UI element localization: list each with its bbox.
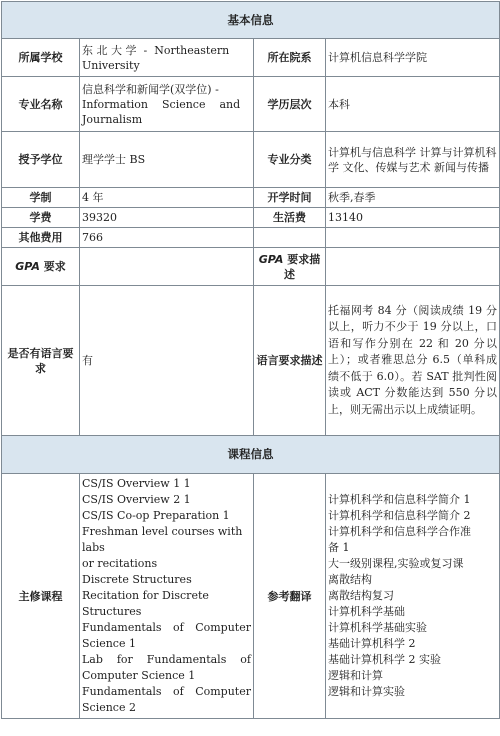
gpa-label [2,248,80,286]
lang-desc-label: 语言要求描述 [254,286,326,436]
translation-item: 大一级别课程,实验或复习课 [328,557,464,570]
course-item: Freshman level courses with labs [82,525,243,554]
other-fee-empty-cell [254,228,326,248]
gpa-value [80,248,254,286]
course-item: CS/IS Overview 1 1 [82,477,191,490]
translation-item: 计算机科学和信息科学简介 1 [328,493,471,506]
major-value [80,77,254,132]
translation-item: 基础计算机科学 2 [328,637,416,650]
translation-item: 计算机科学基础 [328,605,405,618]
course-item: Lab for Fundamentals of [82,653,251,666]
translation-item: 备 1 [328,541,350,554]
living-label: 生活费 [254,208,326,228]
school-value-line-2: University [82,58,140,72]
courses-list [80,474,254,719]
translation-item: 基础计算机科学 2 实验 [328,653,441,666]
translation-item: 计算机科学和信息科学合作准 [328,525,471,538]
section-header-row [2,2,500,39]
translation-item: 计算机科学和信息科学简介 2 [328,509,471,522]
dept-value: 计算机信息科学学院 [326,39,500,77]
course-item: Discrete Structures [82,573,192,586]
category-label: 专业分类 [254,132,326,188]
tuition-value: 39320 [80,208,254,228]
start-label: 开学时间 [254,188,326,208]
translation-item: 逻辑和计算实验 [328,685,405,698]
duration-row [2,188,500,208]
degree-label: 授予学位 [2,132,80,188]
translation-label: 参考翻译 [254,474,326,719]
courses-row [2,474,500,719]
section-title-basic: 基本信息 [2,2,500,39]
other-fee-row [2,228,500,248]
level-label: 学历层次 [254,77,326,132]
level-value: 本科 [326,77,500,132]
course-item: CS/IS Co-op Preparation 1 [82,509,230,522]
school-value-line-1: 东 北 大 学 - Northeastern [82,43,230,57]
major-value-line-1: 信息科学和新闻学(双学位) - [82,82,219,96]
school-value [80,39,254,77]
section-header-row-2 [2,436,500,474]
tuition-row [2,208,500,228]
major-value-line-2: Information Science and [82,97,241,111]
course-item: Computer Science 1 [82,669,196,682]
translation-list [326,474,500,719]
tuition-label: 学费 [2,208,80,228]
course-item: Science 1 [82,637,136,650]
dept-label: 所在院系 [254,39,326,77]
duration-label: 学制 [2,188,80,208]
other-fee-label: 其他费用 [2,228,80,248]
duration-value: 4 年 [80,188,254,208]
gpa-desc-text: 要求描述 [283,252,321,281]
translation-item: 逻辑和计算 [328,669,383,682]
course-item: or recitations [82,557,158,570]
major-row [2,77,500,132]
school-row [2,39,500,77]
section-title-course: 课程信息 [2,436,500,474]
gpa-desc-label [254,248,326,286]
gpa-desc-value [326,248,500,286]
translation-item: 离散结构 [328,573,372,586]
living-value: 13140 [326,208,500,228]
gpa-label-abbr: GPA [15,260,40,273]
lang-value: 有 [80,286,254,436]
gpa-row [2,248,500,286]
lang-label: 是否有语言要求 [2,286,80,436]
course-item: Fundamentals of Computer [82,685,251,698]
courses-label: 主修课程 [2,474,80,719]
course-item: CS/IS Overview 2 1 [82,493,191,506]
program-info-table [1,1,500,719]
lang-desc-value: 托福网考 84 分（阅读成绩 19 分以上，听力不少于 19 分以上，口语和写作分别在 22 和 20 分以上）；或者雅思总分 6.5（单科成绩不低于 6.0）。若 SAT 批判性阅读或 ACT 分数能达到 550 分以上，则无需出示以上成绩证明。 [326,286,500,436]
major-value-line-3: Journalism [82,112,143,126]
degree-row [2,132,500,188]
course-item: Science 2 [82,701,136,714]
school-label: 所属学校 [2,39,80,77]
gpa-label-text: 要求 [39,260,66,273]
other-fee-empty-cell-2 [326,228,500,248]
degree-value: 理学学士 BS [80,132,254,188]
language-row [2,286,500,436]
major-label: 专业名称 [2,77,80,132]
translation-item: 离散结构复习 [328,589,394,602]
category-value: 计算机与信息科学 计算与计算机科学 文化、传媒与艺术 新闻与传播 [326,132,500,188]
gpa-desc-abbr: GPA [258,252,284,266]
start-value: 秋季,春季 [326,188,500,208]
translation-item: 计算机科学基础实验 [328,621,427,634]
course-item: Recitation for Discrete Structures [82,589,209,618]
course-item: Fundamentals of Computer [82,621,251,634]
other-fee-value: 766 [80,228,254,248]
